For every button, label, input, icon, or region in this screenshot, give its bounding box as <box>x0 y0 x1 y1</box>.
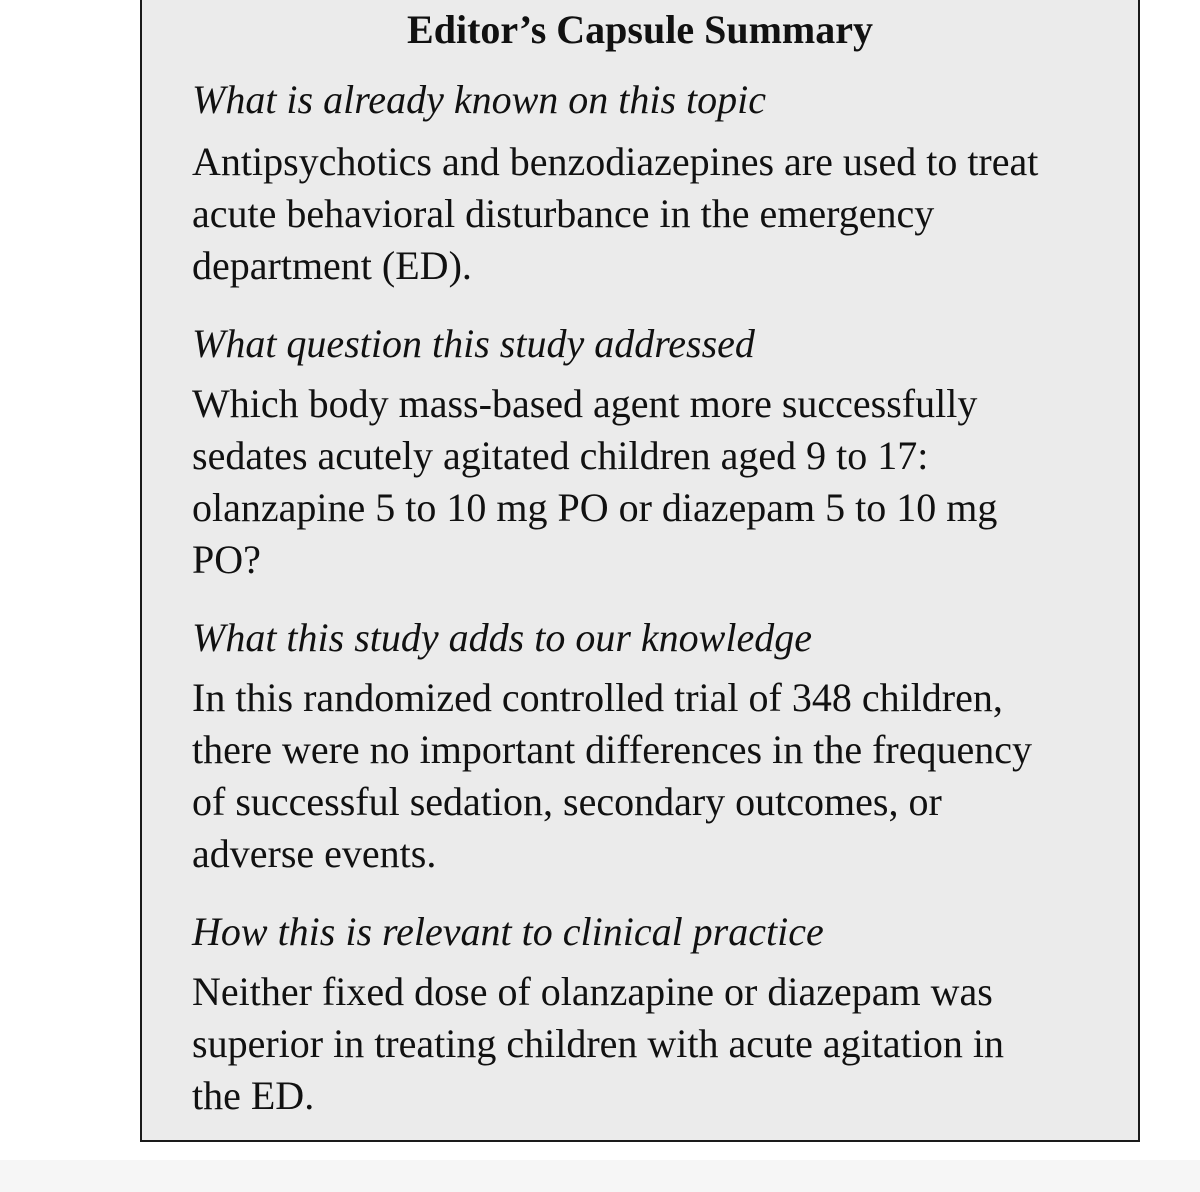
body-line: adverse events. <box>192 831 437 876</box>
body-line: Neither fixed dose of olanzapine or diazepam was <box>192 969 993 1014</box>
section-heading-question-addressed: What question this study addressed <box>192 321 755 366</box>
body-line: sedates acutely agitated children aged 9 to 17: <box>192 433 929 478</box>
section-body-study-adds <box>192 672 1112 880</box>
body-line: department (ED). <box>192 243 472 288</box>
section-heading-study-adds: What this study adds to our knowledge <box>192 615 812 660</box>
body-line: of successful sedation, secondary outcomes, or <box>192 779 942 824</box>
editors-capsule-summary-box <box>140 0 1140 1142</box>
body-line: the ED. <box>192 1073 315 1118</box>
section-heading-already-known: What is already known on this topic <box>192 77 767 122</box>
section-body-clinical-relevance <box>192 966 1112 1122</box>
body-line: there were no important differences in the frequency <box>192 727 1032 772</box>
body-line: superior in treating children with acute agitation in <box>192 1021 1004 1066</box>
body-line: Which body mass-based agent more successfully <box>192 381 978 426</box>
capsule-title: Editor’s Capsule Summary <box>407 7 873 52</box>
body-line: Antipsychotics and benzodiazepines are used to treat <box>192 139 1039 184</box>
section-heading-clinical-relevance: How this is relevant to clinical practice <box>192 909 824 954</box>
body-line: olanzapine 5 to 10 mg PO or diazepam 5 to 10 mg <box>192 485 998 530</box>
body-line: acute behavioral disturbance in the emergency <box>192 191 935 236</box>
body-line: In this randomized controlled trial of 348 children, <box>192 675 1003 720</box>
page-bottom-band <box>0 1160 1200 1192</box>
section-body-question-addressed <box>192 378 1112 586</box>
section-body-already-known <box>192 136 1112 292</box>
body-line: PO? <box>192 537 261 582</box>
